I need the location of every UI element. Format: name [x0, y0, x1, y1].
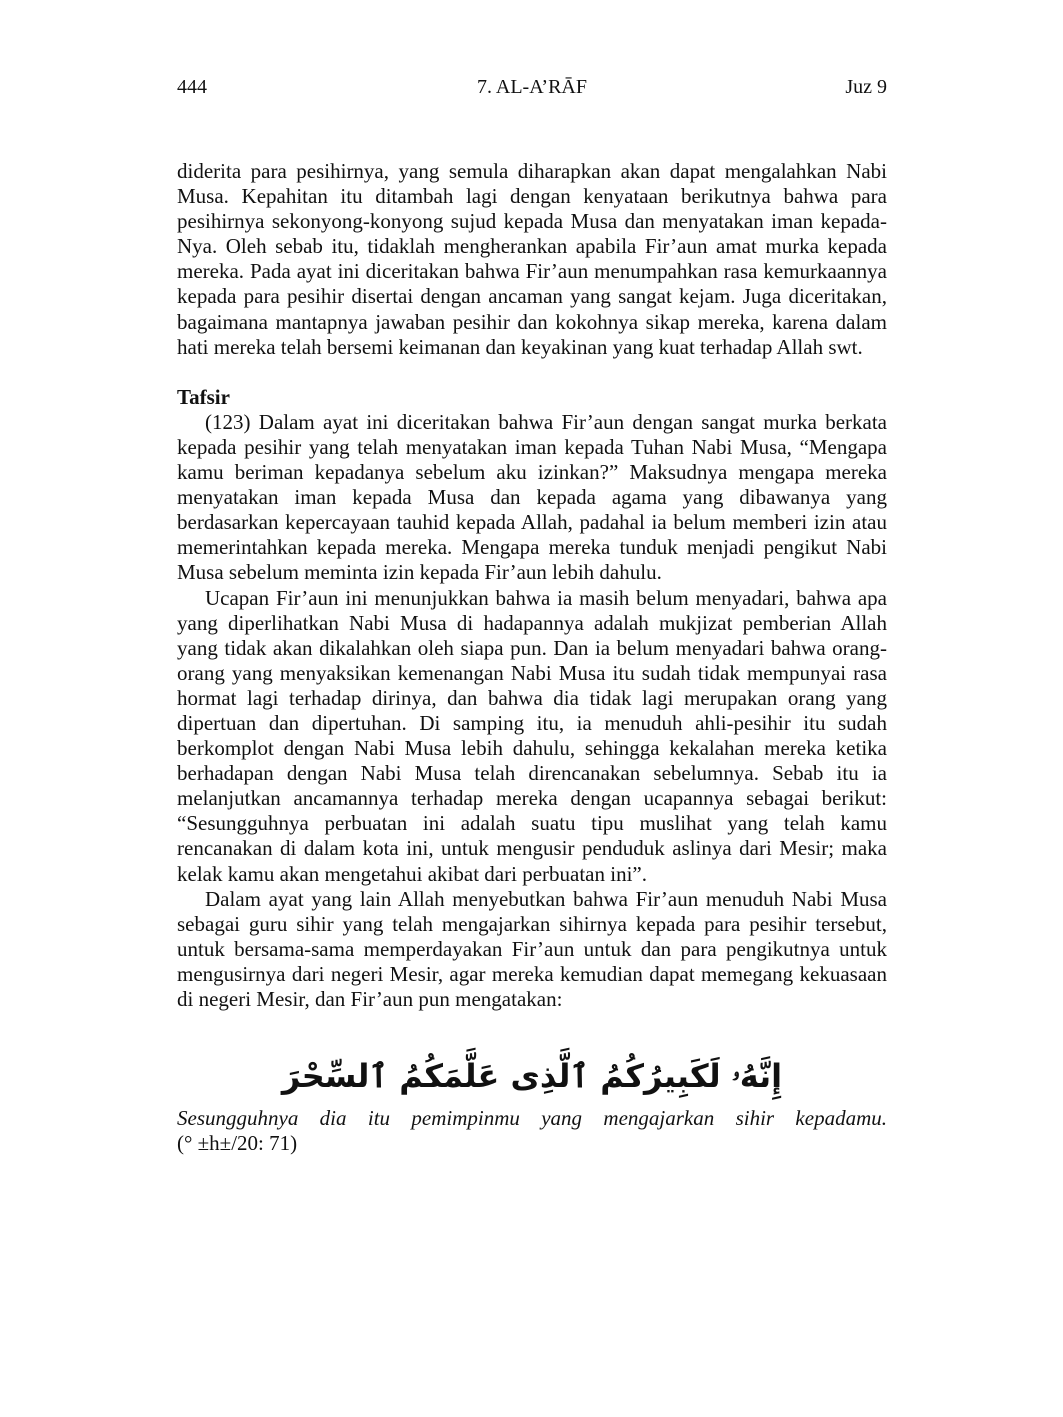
juz-label: Juz 9: [845, 76, 887, 98]
arabic-verse: إِنَّهُۥ لَكَبِيرُكُمُ ٱلَّذِى عَلَّمَكُمُ ٱلسِّحْرَ: [281, 1057, 783, 1096]
section-heading: Tafsir: [177, 384, 230, 409]
tafsir-paragraph-3: Dalam ayat yang lain Allah menyebutkan bahwa Fir’aun menuduh Nabi Musa sebagai guru sihir yang telah mengajarkan sihirnya kepada para pesihir tersebut, untuk bersama-sama memperdayakan Fir’aun untuk dan para pengikutnya untuk mengusirnya dari negeri Mesir, agar mereka kemudian dapat memegang kekuasaan di negeri Mesir, dan Fir’aun pun mengatakan:: [177, 886, 887, 1011]
tafsir-paragraph-1: (123) Dalam ayat ini diceritakan bahwa Fir’aun dengan sangat murka berkata kepada pesihir yang telah menyatakan iman kepada Tuhan Nabi Musa, “Mengapa kamu beriman kepadanya sebelum aku izinkan?” Maksudnya mengapa mereka menyatakan iman kepada Musa dan kepada agama yang dibawanya yang berdasarkan kepercayaan tauhid kepada Allah, padahal ia belum memberi izin atau memerintahkan kepada mereka. Mengapa mereka tunduk menjadi pengikut Nabi Musa sebelum meminta izin kepada Fir’aun lebih dahulu.: [177, 409, 887, 585]
intro-paragraph: diderita para pesihirnya, yang semula diharapkan akan dapat mengalahkan Nabi Musa. Kepahitan itu ditambah lagi dengan kenyataan berikutnya bahwa para pesihirnya sekonyong-konyong sujud kepada Musa dan menyatakan iman kepada-Nya. Oleh sebab itu, tidaklah mengherankan apabila Fir’aun amat murka kepada mereka. Pada ayat ini diceritakan bahwa Fir’aun menumpahkan rasa kemurkaannya kepada para pesihir disertai dengan ancaman yang sangat kejam. Juga diceritakan, bagaimana mantapnya jawaban pesihir dan kokohnya sikap mereka, karena dalam hati mereka telah bersemi keimanan dan keyakinan yang kuat terhadap Allah swt.: [177, 159, 887, 359]
verse-reference: (° ±h±/20: 71): [177, 1131, 298, 1156]
page-header: [177, 76, 887, 102]
page-number: 444: [177, 76, 207, 98]
tafsir-paragraph-2: Ucapan Fir’aun ini menunjukkan bahwa ia masih belum menyadari, bahwa apa yang diperlihatkan Nabi Musa di hadapannya adalah mukjizat pemberian Allah yang tidak akan dikalahkan oleh siapa pun. Dan ia belum menyadari bahwa orang-orang yang menyaksikan kemenangan Nabi Musa itu sudah tidak mempunyai rasa hormat lagi terhadap dirinya, dan bahwa dia tidak lagi merupakan orang yang dipertuan dan dipertuhan. Di samping itu, ia menuduh ahli-pesihir itu sudah berkomplot dengan Nabi Musa lebih dahulu, sehingga kekalahan mereka ketika berhadapan dengan Nabi Musa telah direncanakan sebelumnya. Sebab itu ia melanjutkan ancamannya terhadap mereka dengan ucapannya sebagai berikut: “Sesungguhnya perbuatan ini adalah suatu tipu muslihat yang telah kamu rencanakan di dalam kota ini, untuk mengusir penduduk aslinya dari Mesir; maka kelak kamu akan mengetahui akibat dari perbuatan ini”.: [177, 585, 887, 886]
chapter-title: 7. AL-A’RĀF: [476, 76, 587, 98]
page-body: [177, 159, 887, 1156]
verse-translation: Sesungguhnya dia itu pemimpinmu yang mengajarkan sihir kepadamu.: [177, 1106, 887, 1131]
